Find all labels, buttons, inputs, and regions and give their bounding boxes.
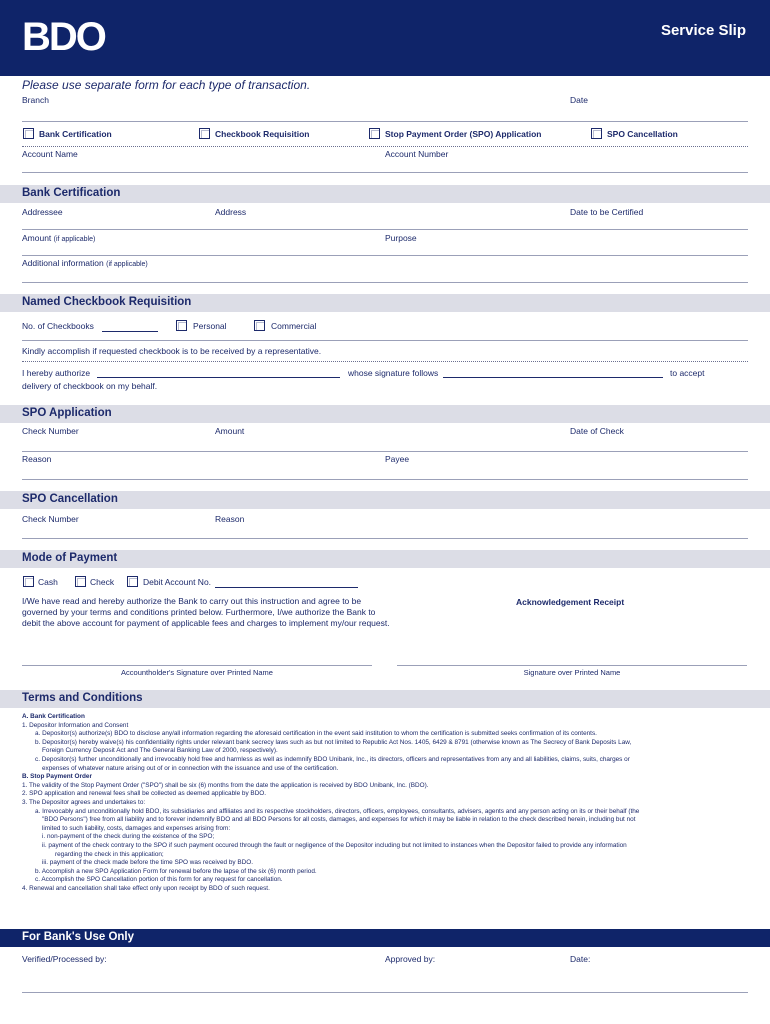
divider [22, 282, 748, 283]
divider [22, 340, 748, 341]
check-number-label: Check Number [22, 514, 79, 524]
terms-line: i. non-payment of the check during the existence of the SPO; [42, 833, 215, 841]
to-accept-label: to accept [670, 368, 705, 378]
form-title: Service Slip [660, 22, 746, 39]
bank-signature-label: Signature over Printed Name [523, 668, 621, 677]
spo-application-checkbox[interactable] [369, 128, 380, 139]
whose-signature-label: whose signature follows [348, 368, 439, 378]
check-label: Check [90, 577, 115, 587]
verified-by-label: Verified/Processed by: [22, 954, 107, 964]
commercial-label: Commercial [271, 321, 317, 331]
bank-date-label: Date: [570, 954, 591, 964]
section-title: Mode of Payment [22, 552, 118, 564]
spo-application-option: Stop Payment Order (SPO) Application [385, 129, 542, 139]
purpose-label: Purpose [385, 233, 417, 243]
spo-cancellation-section-header [0, 491, 770, 509]
cash-label: Cash [38, 577, 58, 587]
terms-line: b. Depositor(s) hereby waive(s) his confidentiality rights under relevant bank secrecy laws such as but not limited to Republic Act Nos. 1405, 6429 & 8791 (otherwise known as The Secrecy of Bank Deposits Law, [35, 738, 632, 746]
terms-line: Foreign Currency Deposit Act and The General Banking Law of 2000, respectively). [42, 747, 278, 755]
mode-of-payment-section-header [0, 550, 770, 568]
authorize-label: I hereby authorize [22, 368, 91, 378]
reason-label: Reason [215, 514, 245, 524]
divider [22, 479, 748, 480]
terms-heading-a: A. Bank Certification [22, 713, 85, 720]
date-of-check-label: Date of Check [570, 426, 624, 436]
approved-by-label: Approved by: [385, 954, 436, 964]
accountholder-signature-label: Accountholder's Signature over Printed Name [121, 668, 273, 677]
instruction-text: Please use separate form for each type of transaction. [22, 78, 311, 92]
authorized-person-field[interactable] [97, 377, 340, 378]
terms-line: "BDO Persons") free from all liability and to forever indemnify BDO and all BDO Persons for all costs, damages, and expenses for which it may be liable in relation to the check described herein, including but not [42, 816, 636, 824]
address-label: Address [215, 207, 247, 217]
spo-application-section-header [0, 405, 770, 423]
debit-account-label: Debit Account No. [143, 577, 212, 587]
divider [22, 121, 748, 122]
checkbook-requisition-option: Checkbook Requisition [215, 129, 310, 139]
terms-line: c. Depositor(s) further unconditionally and irrevocably hold free and harmless as well as indemnify BDO Unibank, Inc., its directors, officers and representatives from any and all liabilities, claims, suits, charges or [35, 755, 630, 763]
section-title: For Bank's Use Only [22, 931, 135, 943]
terms-line: b. Accomplish a new SPO Application Form for renewal before the lapse of the six (6) month period. [35, 867, 317, 875]
checkbook-requisition-checkbox[interactable] [199, 128, 210, 139]
check-number-label: Check Number [22, 426, 79, 436]
commercial-checkbox[interactable] [254, 320, 265, 331]
cash-checkbox[interactable] [23, 576, 34, 587]
personal-checkbox[interactable] [176, 320, 187, 331]
section-title: Terms and Conditions [22, 692, 143, 704]
personal-label: Personal [193, 321, 227, 331]
terms-line: 4. Renewal and cancellation shall take effect only upon receipt by BDO of such request. [22, 884, 270, 892]
terms-line: 1. The validity of the Stop Payment Order ("SPO") shall be six (6) months from the date the application is received by BDO Unibank, Inc. (BDO). [22, 781, 429, 789]
divider [22, 229, 748, 230]
account-name-label: Account Name [22, 149, 78, 159]
delivery-label: delivery of checkbook on my behalf. [22, 381, 158, 391]
bank-certification-checkbox[interactable] [23, 128, 34, 139]
terms-and-conditions [22, 713, 752, 893]
authorization-text: I/We have read and hereby authorize the Bank to carry out this instruction and agree to be governed by your terms and conditions printed below. Furthermore, I/we authorize the Bank to debit the above account for payment of applicable fees and charges to implement my/our request. [22, 596, 390, 628]
terms-line: 2. SPO application and renewal fees shall be collected as deemed applicable by BDO. [22, 790, 267, 798]
terms-line: limited to such liability, costs, damages and expenses arising from: [42, 824, 231, 832]
bank-certification-option: Bank Certification [39, 129, 112, 139]
section-title: Named Checkbook Requisition [22, 296, 192, 308]
section-title: Bank Certification [22, 187, 121, 199]
header-banner [0, 0, 770, 76]
checkbook-section-header [0, 294, 770, 312]
spo-cancellation-option: SPO Cancellation [607, 129, 678, 139]
debit-account-field[interactable] [215, 587, 358, 588]
terms-heading-b: B. Stop Payment Order [22, 773, 92, 781]
account-number-label: Account Number [385, 149, 449, 159]
terms-line: iii. payment of the check made before the time SPO was received by BDO. [42, 859, 253, 867]
bank-signature-line[interactable] [397, 665, 747, 666]
representative-note: Kindly accomplish if requested checkbook is to be received by a representative. [22, 346, 322, 356]
divider [22, 992, 748, 993]
section-title: SPO Application [22, 407, 112, 419]
no-of-checkbooks-label: No. of Checkbooks [22, 321, 94, 331]
amount-label: Amount [215, 426, 245, 436]
representative-signature-field[interactable] [443, 377, 663, 378]
spo-cancellation-checkbox[interactable] [591, 128, 602, 139]
addressee-label: Addressee [22, 207, 63, 217]
date-to-be-certified-label: Date to be Certified [570, 207, 644, 217]
acknowledgement-receipt-label: Acknowledgement Receipt [516, 597, 625, 607]
terms-line: 3. The Depositor agrees and undertakes to: [22, 798, 146, 806]
date-label: Date [570, 95, 588, 105]
bank-use-section-header [0, 929, 770, 947]
debit-account-checkbox[interactable] [127, 576, 138, 587]
terms-section-header [0, 690, 770, 708]
terms-line: expenses of whatever nature arising out of or in connection with the issuance and use of the certification. [42, 764, 339, 772]
bank-certification-section-header [0, 185, 770, 203]
divider [22, 361, 748, 362]
no-of-checkbooks-field[interactable] [102, 331, 158, 332]
additional-info-label: Additional information (if applicable) [22, 258, 148, 268]
check-checkbox[interactable] [75, 576, 86, 587]
divider [22, 172, 748, 173]
divider [22, 538, 748, 539]
payee-label: Payee [385, 454, 410, 464]
terms-line: 1. Depositor Information and Consent [22, 721, 129, 729]
terms-line: regarding the check in this application; [55, 850, 164, 858]
section-title: SPO Cancellation [22, 493, 118, 505]
terms-line: c. Accomplish the SPO Cancellation portion of this form for any request for cancellation. [35, 876, 283, 884]
accountholder-signature-line[interactable] [22, 665, 372, 666]
reason-label: Reason [22, 454, 52, 464]
divider [22, 255, 748, 256]
bdo-logo: BDO [22, 15, 105, 59]
terms-line: ii. payment of the check contrary to the SPO if such payment occured through the fault or negligence of the Depositor including but not limited to instances when the Depositor failed to provide any information [42, 841, 627, 849]
divider [22, 146, 748, 147]
branch-label: Branch [22, 95, 49, 105]
terms-line: a. Irrevocably and unconditionally hold BDO, its subsidiaries and affiliates and its respective stockholders, directors, officers, employees, consultants, advisers, agents and any person acting on its or their behalf (the [35, 807, 640, 815]
divider [22, 451, 748, 452]
terms-line: a. Depositor(s) authorize(s) BDO to disclose any/all information regarding the aforesaid certification in the event said institution to whom the certification is submitted seeks confirmation of its contents. [35, 730, 597, 738]
amount-label: Amount (if applicable) [22, 233, 96, 243]
